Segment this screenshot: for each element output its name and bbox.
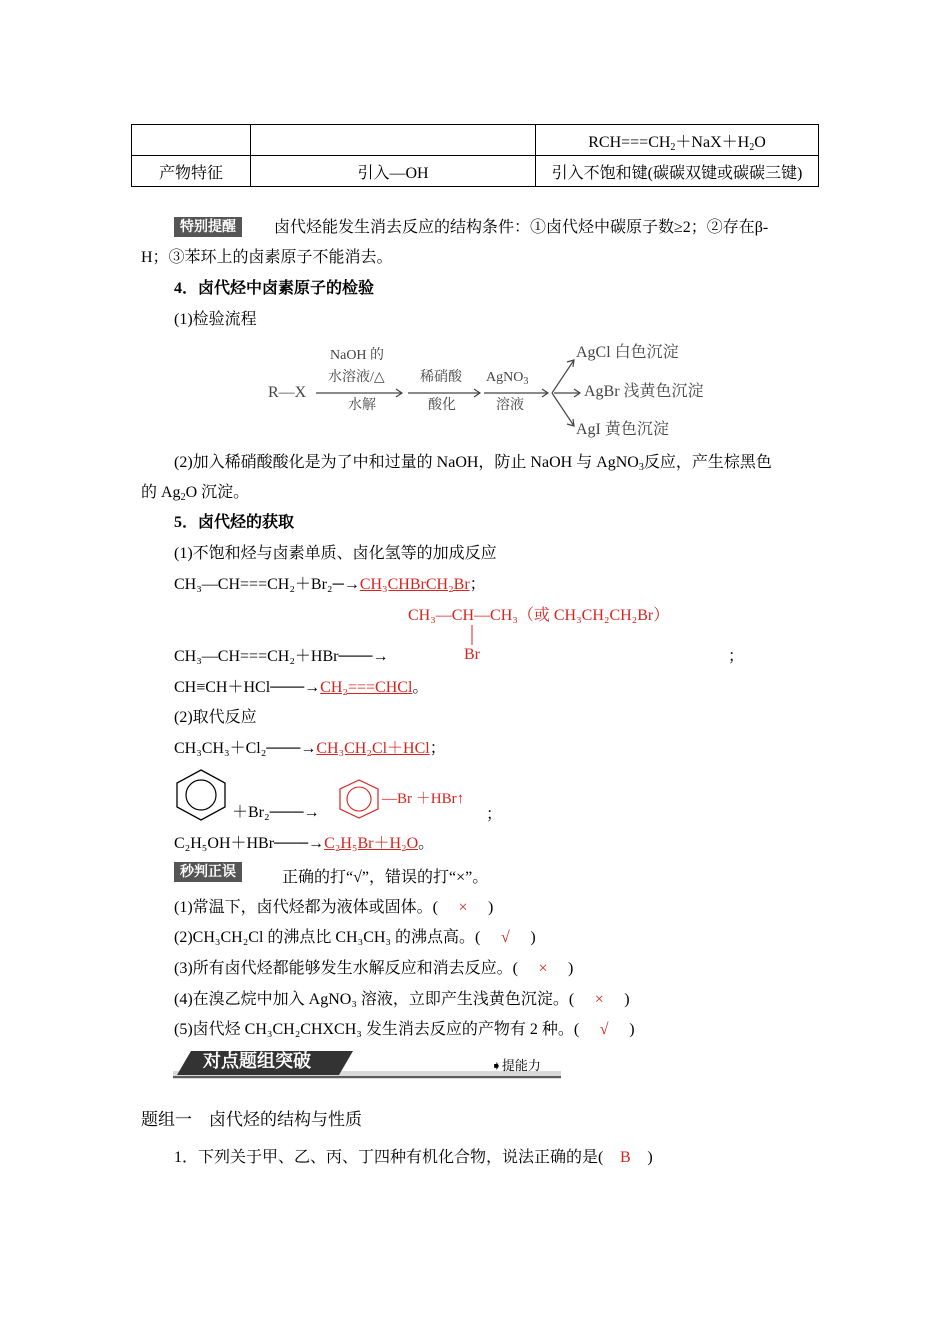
bromobenzene-ring xyxy=(336,777,382,821)
answer-4: CH₃CH₂Cl＋HCl xyxy=(316,740,430,757)
answer-2-br: Br xyxy=(464,646,480,663)
section-banner xyxy=(173,1051,561,1079)
benzene-ring xyxy=(172,766,230,822)
flow-step1-top2: 水溶液/△ xyxy=(328,370,385,385)
tip-line1: 卤代烃能发生消去反应的结构条件：①卤代烃中碳原子数≥2；②存在β- xyxy=(274,219,769,236)
section4-sub1: (1)检验流程 xyxy=(174,311,257,328)
tip-tag: 特别提醒 xyxy=(174,217,242,237)
flow-start: R—X xyxy=(268,384,307,401)
section5-sub2: (2)取代反应 xyxy=(174,709,257,726)
judge-item: (3)所有卤代烃都能够发生水解反应和消去反应。( × ) xyxy=(174,960,574,977)
flow-step2-bottom: 酸化 xyxy=(428,398,456,413)
table-cell xyxy=(132,125,251,156)
answer-1: CH₃CHBrCH₂Br xyxy=(359,576,470,593)
banner-title: 对点题组突破 xyxy=(203,1051,311,1072)
judge-item: (2)CH₃CH₂Cl 的沸点比 CH₃CH₃ 的沸点高。( √ ) xyxy=(174,929,536,946)
table-cell xyxy=(251,125,536,156)
table-row xyxy=(132,125,819,156)
equation-2: CH₃—CH===CH₂＋HBr───→ xyxy=(174,648,389,665)
judge-tag: 秒判正误 xyxy=(174,862,242,882)
judge-answer: × xyxy=(458,899,468,916)
table-cell: 产物特征 xyxy=(132,156,251,187)
equation-4: CH₃CH₃＋Cl₂───→CH₃CH₂Cl＋HCl； xyxy=(174,740,446,757)
table-cell: 引入不饱和键(碳碳双键或碳碳三键) xyxy=(536,156,819,187)
flow-diagram xyxy=(262,340,742,445)
group1-heading: 题组一 卤代烃的结构与性质 xyxy=(141,1110,362,1130)
table-row xyxy=(132,156,819,187)
flow-output-agi: AgI 黄色沉淀 xyxy=(576,421,669,438)
judge-answer: √ xyxy=(500,929,510,946)
answer-5: —Br ＋HBr↑ xyxy=(382,791,465,807)
table-cell: $RCH===CH_2+NaX+H_2O$ xyxy=(536,125,819,156)
judge-intro: 正确的打“√”，错误的打“×”。 xyxy=(282,869,489,886)
section5-heading: 5．卤代烃的获取 xyxy=(174,514,295,531)
question-1: 1．下列关于甲、乙、丙、丁四种有机化合物，说法正确的是( B ) xyxy=(174,1149,653,1166)
section5-sub1: (1)不饱和烃与卤素单质、卤化氢等的加成反应 xyxy=(174,545,497,562)
equation-5-mid: ＋Br₂───→ xyxy=(232,804,320,821)
flow-step1-bottom: 水解 xyxy=(348,398,376,413)
answer-2-main: CH₃—CH—CH₃（或 CH₃CH₂CH₂Br） xyxy=(408,607,670,624)
judge-item: (5)卤代烃 CH₃CH₂CHXCH₃ 发生消去反应的产物有 2 种。( √ ) xyxy=(174,1021,635,1038)
equation-2-end: ； xyxy=(728,648,745,665)
bond-line xyxy=(470,625,474,645)
judge-answer: × xyxy=(538,960,548,977)
section4-heading: 4．卤代烃中卤素原子的检验 xyxy=(174,280,375,297)
tip-line2: H；③苯环上的卤素原子不能消去。 xyxy=(141,249,393,266)
equation-3: CH≡CH＋HCl───→CH₂===CHCl。 xyxy=(174,679,429,696)
section4-sub2-cont: 的 $Ag_2O$ 沉淀。 xyxy=(141,484,250,503)
flow-step2-top: 稀硝酸 xyxy=(420,370,462,385)
judge-answer: × xyxy=(594,991,604,1008)
section4-sub2: (2)加入稀硝酸酸化是为了中和过量的 NaOH，防止 NaOH 与 AgNO$_3$反应，产生棕黑色 xyxy=(174,454,772,473)
equation-6: C₂H₅OH＋HBr───→C₂H₅Br＋H₂O。 xyxy=(174,835,435,852)
flow-output-agbr: AgBr 浅黄色沉淀 xyxy=(584,383,704,400)
equation-5-end: ； xyxy=(486,806,503,823)
judge-item: (4)在溴乙烷中加入 AgNO₃ 溶液，立即产生浅黄色沉淀。( × ) xyxy=(174,991,630,1008)
question-1-answer: B xyxy=(620,1149,631,1166)
flow-arrows xyxy=(262,340,742,445)
flow-step3-bottom: 溶液 xyxy=(496,398,524,413)
flow-step1-top1: NaOH 的 xyxy=(330,348,385,363)
flow-output-agcl: AgCl 白色沉淀 xyxy=(576,344,679,361)
answer-3: CH₂===CHCl xyxy=(320,679,413,696)
judge-answer: √ xyxy=(599,1021,609,1038)
product-table xyxy=(131,124,819,187)
equation-1: CH₃—CH===CH₂＋Br₂─→CH₃CHBrCH₂Br； xyxy=(174,576,486,593)
table-cell: 引入—OH xyxy=(251,156,536,187)
answer-6: C₂H₅Br＋H₂O xyxy=(324,835,419,852)
judge-item: (1)常温下，卤代烃都为液体或固体。( × ) xyxy=(174,899,494,916)
banner-right: ➧提能力 xyxy=(491,1059,541,1074)
flow-step3-top: AgNO$_3$ xyxy=(486,370,529,387)
